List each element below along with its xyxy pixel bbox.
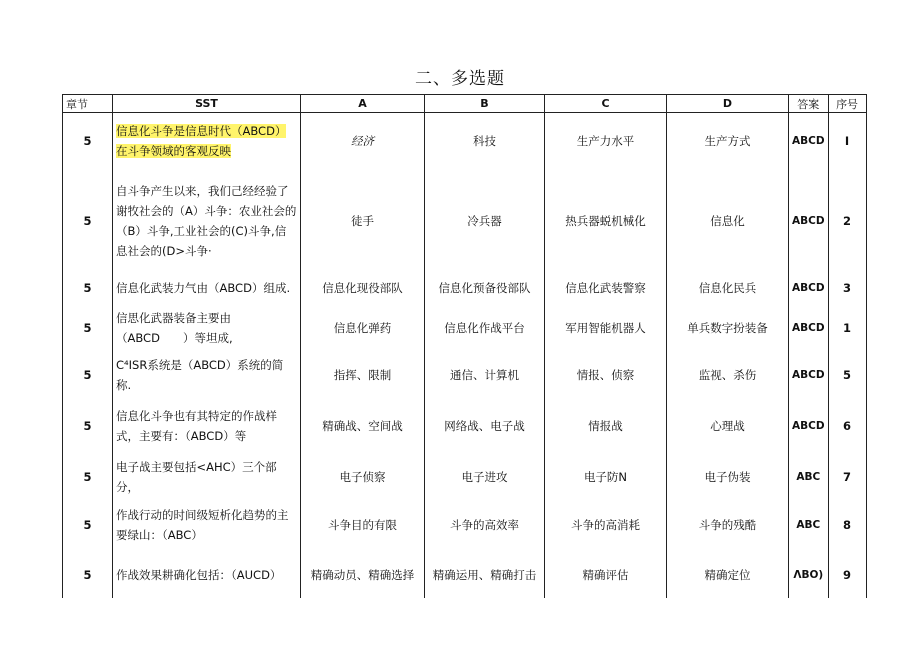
question-cell: 信息化斗争也有其特定的作战样式，主要有：（ABCD）等: [113, 395, 301, 457]
option-b-cell: 科技: [425, 113, 545, 169]
answer-cell: ABC: [789, 457, 829, 497]
option-d-cell: 电子伪装: [667, 457, 789, 497]
header-option-b: B: [425, 95, 545, 113]
option-d-cell: 心理战: [667, 395, 789, 457]
seq-cell: 1: [828, 301, 866, 355]
chapter-cell: 5: [63, 355, 113, 395]
option-a-cell: 经济: [301, 113, 425, 169]
option-d-cell: 精确定位: [667, 552, 789, 598]
table-row: [63, 457, 867, 497]
seq-cell: 3: [828, 274, 866, 301]
question-cell: 作战行动的时间级短析化趋势的主要绿山：（ABC）: [113, 497, 301, 552]
table-row: [63, 355, 867, 395]
option-b-cell: 冷兵器: [425, 168, 545, 274]
chapter-cell: 5: [63, 552, 113, 598]
table-row: [63, 168, 867, 274]
question-cell: [113, 113, 301, 169]
header-seq: 序号: [828, 95, 866, 113]
answer-cell: ABCD: [789, 168, 829, 274]
option-d-cell: 信息化: [667, 168, 789, 274]
option-a-cell: 精确动员、精确选择: [301, 552, 425, 598]
question-cell: 作战效果耕确化包括：（AUCD）: [113, 552, 301, 598]
option-c-cell: 斗争的高消耗: [545, 497, 667, 552]
option-d-cell: 监视、杀伤: [667, 355, 789, 395]
header-option-d: D: [667, 95, 789, 113]
option-a-cell: 徒手: [301, 168, 425, 274]
question-cell: 电子战主要包括<AHC）三个部分，: [113, 457, 301, 497]
seq-cell: 7: [828, 457, 866, 497]
question-cell: 自斗争产生以来，我们己经经验了谢牧社会的（A）斗争：农业社会的（B）斗争,工业社会的(C)斗争,信息社会的(D>斗争·: [113, 168, 301, 274]
option-a-cell: 电子侦察: [301, 457, 425, 497]
header-answer: 答案: [789, 95, 829, 113]
answer-cell: ABCD: [789, 301, 829, 355]
option-c-cell: 生产力水平: [545, 113, 667, 169]
option-c-cell: 情报战: [545, 395, 667, 457]
answer-cell: ABCD: [789, 274, 829, 301]
option-b-cell: 通信、计算机: [425, 355, 545, 395]
option-d-cell: 斗争的残酷: [667, 497, 789, 552]
seq-cell: 5: [828, 355, 866, 395]
question-cell: C⁴ISR系统是（ABCD）系统的简称.: [113, 355, 301, 395]
option-a-cell: 斗争目的有限: [301, 497, 425, 552]
option-c-cell: 军用智能机器人: [545, 301, 667, 355]
seq-cell: 8: [828, 497, 866, 552]
option-c-cell: 信息化武装警察: [545, 274, 667, 301]
header-option-c: C: [545, 95, 667, 113]
chapter-cell: 5: [63, 274, 113, 301]
chapter-cell: 5: [63, 168, 113, 274]
option-d-cell: 单兵数字扮装备: [667, 301, 789, 355]
table-row: [63, 274, 867, 301]
answer-cell: ABC: [789, 497, 829, 552]
answer-cell: ΛBO): [789, 552, 829, 598]
table-row: [63, 301, 867, 355]
seq-cell: I: [828, 113, 866, 169]
chapter-cell: 5: [63, 113, 113, 169]
option-c-cell: 热兵器蜕机械化: [545, 168, 667, 274]
table-row: [63, 113, 867, 169]
question-table: [62, 94, 867, 598]
chapter-cell: 5: [63, 497, 113, 552]
option-a-cell: 精确战、空间战: [301, 395, 425, 457]
header-row: [63, 95, 867, 113]
answer-cell: ABCD: [789, 395, 829, 457]
header-question: SST: [113, 95, 301, 113]
answer-cell: ABCD: [789, 113, 829, 169]
option-b-cell: 精确运用、精确打击: [425, 552, 545, 598]
option-b-cell: 网络战、电子战: [425, 395, 545, 457]
option-c-cell: 情报、侦察: [545, 355, 667, 395]
highlighted-text: 信息化斗争是信息时代（ABCD）在斗争领域的客观反映: [116, 123, 287, 158]
option-a-cell: 指挥、限制: [301, 355, 425, 395]
option-d-cell: 生产方式: [667, 113, 789, 169]
option-b-cell: 斗争的高效率: [425, 497, 545, 552]
header-chapter: 章节: [63, 95, 113, 113]
option-a-cell: 信息化现役部队: [301, 274, 425, 301]
option-c-cell: 电子防N: [545, 457, 667, 497]
table-row: [63, 552, 867, 598]
table-row: [63, 497, 867, 552]
page-title: 二、多选题: [415, 69, 505, 89]
seq-cell: 2: [828, 168, 866, 274]
option-b-cell: 信息化作战平台: [425, 301, 545, 355]
seq-cell: 6: [828, 395, 866, 457]
chapter-cell: 5: [63, 301, 113, 355]
chapter-cell: 5: [63, 395, 113, 457]
seq-cell: 9: [828, 552, 866, 598]
question-cell: 信息化武装力气由（ABCD）组成.: [113, 274, 301, 301]
table-row: [63, 395, 867, 457]
chapter-cell: 5: [63, 457, 113, 497]
option-d-cell: 信息化民兵: [667, 274, 789, 301]
question-cell: 信思化武器装备主要由（ABCD ）等坦成,: [113, 301, 301, 355]
header-option-a: A: [301, 95, 425, 113]
option-b-cell: 电子进攻: [425, 457, 545, 497]
option-b-cell: 信息化预备役部队: [425, 274, 545, 301]
option-c-cell: 精确评估: [545, 552, 667, 598]
answer-cell: ABCD: [789, 355, 829, 395]
option-a-cell: 信息化弹药: [301, 301, 425, 355]
